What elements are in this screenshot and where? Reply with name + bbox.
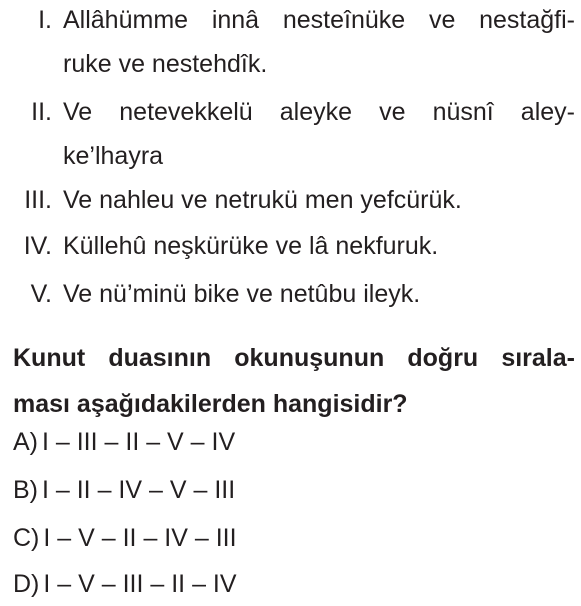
statement-numeral: III. [24, 186, 52, 214]
statement-line: Allâhümme innâ nesteînüke ve nestağfi- [63, 6, 575, 34]
question-stem [13, 346, 575, 417]
statement-line: Ve netevekkelü aleyke ve nüsnî aley- [63, 98, 575, 126]
statement-line: Ve nü’minü bike ve netûbu ileyk. [63, 280, 421, 308]
answer-option-a[interactable] [13, 430, 235, 455]
option-letter: B) [13, 476, 38, 504]
option-letter: A) [13, 428, 38, 456]
statement-numeral: I. [38, 6, 52, 34]
answer-option-c[interactable] [13, 526, 237, 551]
statement-line: Küllehû neşkürüke ve lâ nekfuruk. [63, 232, 439, 260]
statement-numeral: IV. [23, 232, 52, 260]
statement-line: ke’lhayra [63, 142, 164, 170]
answer-option-b[interactable] [13, 478, 235, 503]
statement-line: ruke ve nestehdîk. [63, 50, 268, 78]
option-letter: D) [13, 570, 40, 598]
answer-option-d[interactable] [13, 572, 237, 597]
statement-numeral: V. [30, 280, 52, 308]
question-line: Kunut duasının okunuşunun doğru sırala- [13, 344, 575, 372]
statement-numeral: II. [31, 98, 52, 126]
option-text: I – III – II – V – IV [42, 428, 236, 456]
option-text: I – II – IV – V – III [42, 476, 236, 504]
statement-line: Ve nahleu ve netrukü men yefcürük. [63, 186, 462, 214]
option-text: I – V – II – IV – III [43, 524, 237, 552]
question-line: ması aşağıdakilerden hangisidir? [13, 390, 408, 418]
option-text: I – V – III – II – IV [43, 570, 237, 598]
option-letter: C) [13, 524, 40, 552]
